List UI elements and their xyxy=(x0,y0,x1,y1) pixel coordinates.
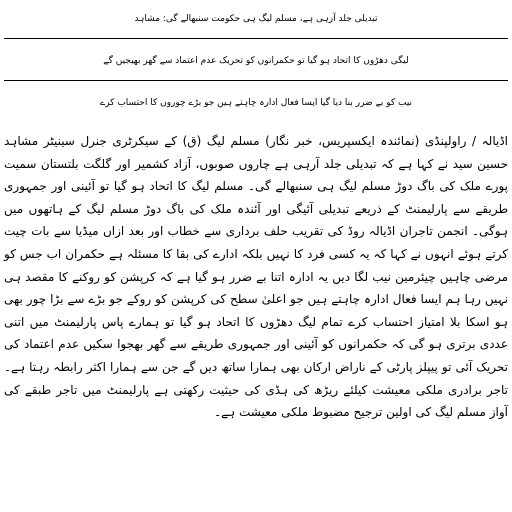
headline-divider xyxy=(4,80,508,81)
headline-3: نیب کو بے ضرر بنا دیا گیا ایسا فعال ادارہ چاہتے ہیں جو بڑے چوروں کا احتساب کرے xyxy=(99,98,413,108)
headline-2: لیگی دھڑوں کا اتحاد ہو گیا تو حکمرانوں کو تحریک عدم اعتماد سے گھر بھیجیں گے xyxy=(103,56,409,66)
headline-1: تبدیلی جلد آرہی ہے، مسلم لیگ ہی حکومت سنبھالے گی: مشاہد xyxy=(134,14,378,24)
article-paragraph: اڈیالہ / راولپنڈی (نمائندہ ایکسپریس، خبر نگار) مسلم لیگ (ق) کے سیکرٹری جنرل سینیٹر مشاہد حسین سید نے کہا ہے کہ تبدیلی جلد آرہی ہے چاروں صوبوں، آزاد کشمیر اور گلگت بلتستان سمیت پورے ملک کی باگ دوڑ مسلم لیگ ہی سنبھالے گی۔ مسلم لیگ کا اتحاد ہو گیا تو آئینی اور جمہوری طریقے سے پارلیمنٹ کے ذریعے تبدیلی آئیگی اور آئندہ ملک کی باگ دوڑ مسلم لیگ کے ہاتھوں میں ہوگی۔ انجمن تاجران اڈیالہ روڈ کی تقریب حلف برداری سے خطاب اور بعد ازاں میڈیا سے بات چیت کرتے ہوئے انہوں نے کہا کہ یہ کسی فرد کا نہیں بلکہ ادارے کی بقا کا مسئلہ ہے حکمران اب جس کو مرضی چاہیں چیئرمین نیب لگا دیں یہ ادارہ اتنا بے ضرر ہو گیا ہے کہ کرپشن کو روکنے کا مقصد ہی نہیں رہا ہم ایسا فعال ادارہ چاہتے ہیں جو اعلیٰ سطح کی کرپشن کو روکے جو بڑے سے بڑا چور بھی ہو اسکا بلا امتیاز احتساب کرے تمام لیگ دھڑوں کا اتحاد ہو گیا تو ہمارے پاس پارلیمنٹ میں اتنی عددی برتری ہو گی کہ حکمرانوں کو آئینی اور جمہوری طریقے سے گھر بھجوا سکیں عدم اعتماد کی تحریک آئی تو پیپلز پارٹی کے ناراض ارکان بھی ہمارا ساتھ دیں گے جن سے ہمارا اکثر رابطہ رہتا ہے۔ تاجر برادری ملکی معیشت کیلئے ریڑھ کی ہڈی کی حیثیت رکھتی ہے پارلیمنٹ میں تاجر طبقے کی آواز مسلم لیگ کی اولین ترجیح مضبوط ملکی معیشت ہے۔ xyxy=(4,134,508,420)
article-body xyxy=(4,130,508,424)
headline-divider xyxy=(4,38,508,39)
